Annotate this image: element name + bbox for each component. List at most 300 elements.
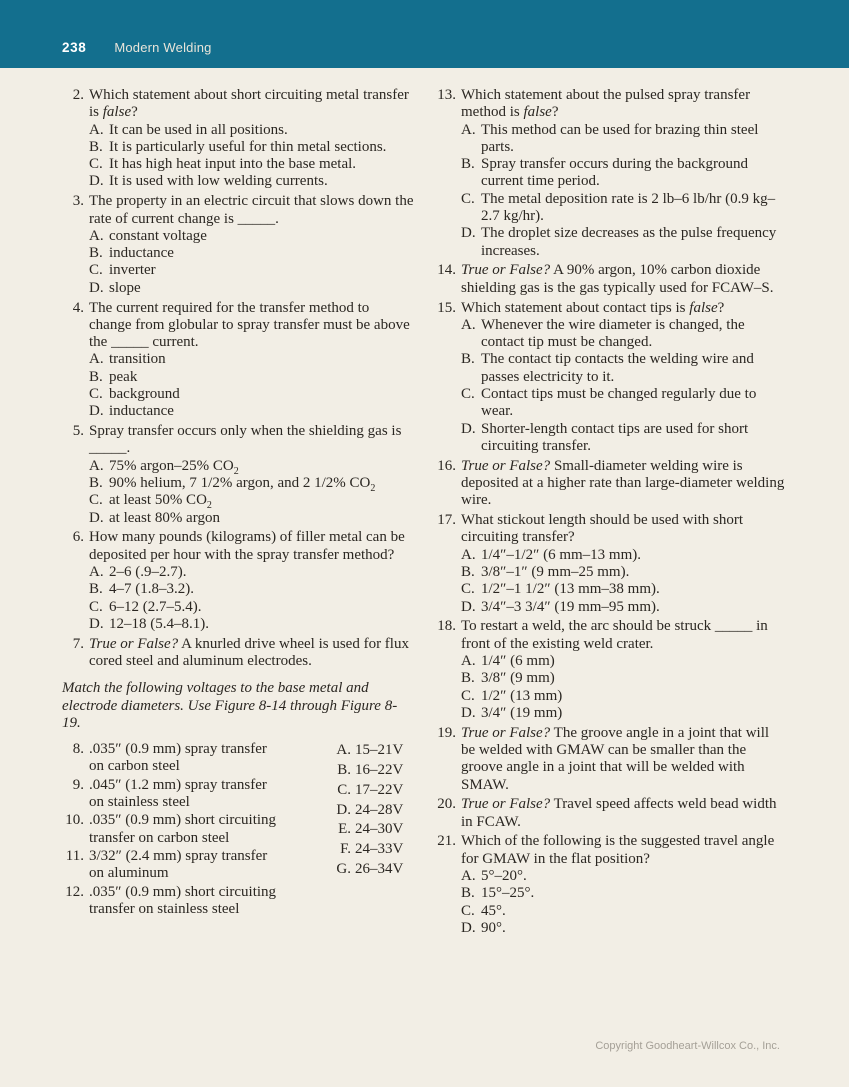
text-run: 90°. [481,919,506,936]
text-run: Which statement about short circuiting metal transfer is [89,87,409,121]
text-run: 1/2″–1 1/2″ (13 mm–38 mm). [481,581,660,598]
question-prompt [461,262,786,297]
question-body [89,636,414,671]
match-item-line: .035″ (0.9 mm) short circuiting [89,883,277,900]
choice-text [481,386,786,421]
choice-label: A. [89,227,104,244]
question-number: 14. [437,262,456,279]
answer-choice [89,616,414,633]
left-column [62,87,414,937]
match-instructions: Match the following voltages to the base metal and electrode diameters. Use Figure 8-14 through Figure 8-19. [62,680,398,731]
text-run: ? [551,104,559,121]
match-option [334,801,414,821]
question-list-right [434,87,786,937]
answer-choice [89,122,414,139]
choice-text [109,122,414,139]
answer-choice [461,705,786,722]
question-item [434,512,786,616]
italic-text: True or False? [461,724,551,741]
question-number: 7. [72,635,84,652]
choice-text [481,225,786,260]
subscript-text: 2 [370,483,376,495]
match-item [62,741,334,776]
question-body [461,512,786,616]
text-run: How many pounds (kilograms) of filler metal can be deposited per hour with the spray transfer method? [89,529,405,563]
text-run: 6–12 (2.7–5.4). [109,598,202,615]
match-option-label: E. [338,821,351,838]
text-run: It is particularly useful for thin metal sections. [109,138,387,155]
answer-choice [89,475,414,495]
question-prompt [461,833,786,868]
text-run: 5°–20°. [481,868,527,885]
choice-label: A. [461,868,476,885]
choice-text [481,670,786,687]
text-run: inductance [109,403,174,420]
question-item [62,193,414,297]
question-prompt [461,618,786,653]
text-run: 1/4″ (6 mm) [481,653,555,669]
match-option-list [334,741,414,880]
text-run: Which statement about contact tips is [461,299,690,316]
answer-choice [461,653,786,670]
choice-text [481,599,786,616]
text-run: Travel speed affects weld bead width in FCAW. [461,796,777,830]
answer-choice [461,156,786,191]
choice-label: C. [461,190,475,207]
text-run: What stickout length should be used with short circuiting transfer? [461,512,744,546]
text-run: 3/4″ (19 mm) [481,704,563,721]
text-run: It can be used in all positions. [109,121,288,138]
question-prompt [461,512,786,547]
match-option-value: 24–28V [355,801,404,818]
match-option [334,820,414,840]
choice-text [109,475,414,495]
text-run: 4–7 (1.8–3.2). [109,581,194,598]
choice-text [481,868,786,885]
choice-label: B. [461,156,475,173]
match-item-body [89,884,334,919]
match-item-body [89,777,334,812]
text-run: Contact tips must be changed regularly due to wear. [481,386,757,420]
answer-choice [89,262,414,279]
answer-choice [461,599,786,616]
question-body [89,529,414,633]
text-run: It has high heat input into the base metal. [109,156,357,173]
choice-label: D. [461,420,476,437]
choice-text [109,492,414,512]
choice-text [481,653,786,670]
answer-choice [89,386,414,403]
question-item [434,796,786,831]
choice-label: D. [89,509,104,526]
choice-text [109,386,414,403]
choice-text [109,139,414,156]
question-number: 5. [72,423,84,440]
choice-text [109,510,414,527]
text-run: 3/4″–3 3/4″ (19 mm–95 mm). [481,598,660,615]
question-prompt [89,636,414,671]
right-column [434,87,786,937]
choice-label: D. [461,598,476,615]
choice-label: C. [89,598,103,615]
question-body [89,300,414,421]
subscript-text: 2 [233,465,239,477]
choice-label: A. [89,351,104,368]
question-item [62,300,414,421]
choice-text [481,920,786,937]
choice-text [481,885,786,902]
choice-text [109,280,414,297]
choice-label: D. [89,615,104,632]
book-title: Modern Welding [114,40,212,55]
choice-label: B. [89,581,103,598]
match-option [334,781,414,801]
match-option-value: 26–34V [355,860,404,877]
text-run: Which of the following is the suggested travel angle for GMAW in the flat position? [461,833,775,867]
choice-text [481,903,786,920]
choice-label: D. [89,403,104,420]
choice-label: C. [89,492,103,509]
choice-text [109,403,414,420]
answer-choice [461,547,786,564]
match-item-line: transfer on carbon steel [89,829,230,846]
choice-label: D. [89,279,104,296]
text-run: To restart a weld, the arc should be struck _____ in front of the existing weld crater. [461,618,768,652]
question-item [434,618,786,722]
answer-choice [89,351,414,368]
choice-text [481,421,786,456]
text-run: 45°. [481,902,506,919]
answer-choice [89,228,414,245]
question-prompt [461,300,786,317]
text-run: The contact tip contacts the welding wire and passes electricity to it. [481,351,754,385]
answer-choice [461,688,786,705]
question-body [461,833,786,937]
choice-label: D. [89,173,104,190]
choice-label: D. [461,704,476,721]
choice-text [109,156,414,173]
page-header [0,0,849,68]
choice-text [109,262,414,279]
match-item-body [89,741,334,776]
text-run: inductance [109,245,174,262]
question-body [461,725,786,794]
answer-choice [461,564,786,581]
italic-text: True or False? [461,262,551,279]
choice-text [109,581,414,598]
text-run: 1/4″–1/2″ (6 mm–13 mm). [481,546,641,563]
match-item-line: on aluminum [89,865,169,882]
question-body [89,87,414,191]
question-prompt [461,87,786,122]
match-item-number: 9. [72,776,84,793]
choice-label: A. [89,121,104,138]
answer-choice [461,351,786,386]
choice-label: C. [89,156,103,173]
match-item [62,848,334,883]
text-run: 75% argon–25% CO [109,457,234,474]
question-body [89,423,414,527]
question-body [461,262,786,297]
copyright-notice: Copyright Goodheart-Willcox Co., Inc. [595,1040,780,1052]
choice-text [481,351,786,386]
text-run: Small-diameter welding wire is deposited at a higher rate than large-diameter welding wire. [461,457,785,509]
answer-choice [89,139,414,156]
question-number: 19. [437,724,456,741]
match-option-value: 24–33V [355,841,404,858]
match-item [62,777,334,812]
choice-text [481,122,786,157]
choice-text [481,688,786,705]
choice-text [109,228,414,245]
choice-label: A. [89,564,104,581]
choice-text [481,191,786,226]
answer-choice [89,403,414,420]
choice-label: A. [461,653,476,669]
question-prompt [461,796,786,831]
text-run: It is used with low welding currents. [109,173,328,190]
italic-text: false [523,104,552,121]
answer-choice [89,458,414,475]
text-run: Whenever the wire diameter is changed, the contact tip must be changed. [481,316,745,351]
page-footer [595,1040,780,1052]
match-item-body [89,812,334,847]
match-item-line: .035″ (0.9 mm) short circuiting [89,812,277,829]
answer-choice [89,156,414,173]
text-run: 2–6 (.9–2.7). [109,564,187,581]
choice-label: A. [461,316,476,333]
question-body [461,618,786,722]
match-item-number: 8. [72,741,84,758]
match-option-value: 24–30V [355,821,404,838]
question-item [434,458,786,510]
match-option [334,741,414,761]
text-run: The current required for the transfer method to change from globular to spray transfer must be above the _____ current. [89,299,410,351]
choice-label: D. [461,225,476,242]
question-number: 20. [437,796,456,813]
question-prompt [89,87,414,122]
question-body [461,87,786,260]
choice-label: C. [461,581,475,598]
text-run: 15°–25°. [481,885,535,902]
page-content [0,68,849,937]
match-section [62,741,414,918]
question-item [434,262,786,297]
text-run: 3/8″–1″ (9 mm–25 mm). [481,564,630,581]
italic-text: True or False? [461,457,551,474]
choice-text [481,564,786,581]
match-item-number: 10. [65,812,84,829]
question-item [62,636,414,671]
text-run: The property in an electric circuit that slows down the rate of current change is _____. [89,193,414,227]
question-item [434,725,786,794]
question-number: 15. [437,299,456,316]
choice-text [481,581,786,598]
text-run: A 90% argon, 10% carbon dioxide shielding gas is the gas typically used for FCAW–S. [461,262,774,296]
choice-label: C. [89,262,103,279]
choice-text [109,616,414,633]
answer-choice [89,173,414,190]
question-number: 16. [437,457,456,474]
question-item [62,423,414,527]
text-run: A knurled drive wheel is used for flux cored steel and aluminum electrodes. [89,635,409,669]
question-number: 18. [437,618,456,635]
text-run: Spray transfer occurs during the background current time period. [481,156,748,190]
question-item [434,87,786,260]
choice-label: C. [461,687,475,704]
choice-label: B. [461,885,475,902]
question-prompt [89,193,414,228]
subscript-text: 2 [206,500,212,512]
question-number: 2. [72,87,84,103]
answer-choice [89,280,414,297]
text-run: slope [109,279,141,296]
answer-choice [89,510,414,527]
match-item-list [62,741,334,918]
text-run: at least 80% argon [109,509,220,526]
match-option [334,840,414,860]
question-prompt [461,725,786,794]
text-run: transition [109,351,166,368]
choice-label: C. [461,902,475,919]
question-body [461,796,786,831]
choice-label: B. [89,245,103,262]
text-run: The groove angle in a joint that will be welded with GMAW can be smaller than the groove angle in a joint that will be welded with SMAW. [461,724,770,793]
match-option-label: G. [336,860,351,877]
question-prompt [89,423,414,458]
text-run: 12–18 (5.4–8.1). [109,615,209,632]
answer-choice [461,191,786,226]
text-run: Spray transfer occurs only when the shielding gas is _____. [89,423,402,457]
answer-choice [461,317,786,352]
choice-text [109,564,414,581]
answer-choice [461,122,786,157]
text-run: 3/8″ (9 mm) [481,670,555,687]
answer-choice [89,245,414,262]
choice-text [481,705,786,722]
answer-choice [461,885,786,902]
question-item [434,300,786,456]
choice-text [481,547,786,564]
text-run: 90% helium, 7 1/2% argon, and 2 1/2% CO [109,475,371,492]
answer-choice [461,421,786,456]
text-run: Shorter-length contact tips are used for short circuiting transfer. [481,420,749,454]
text-run: at least 50% CO [109,492,207,509]
question-item [434,833,786,937]
choice-text [109,599,414,616]
question-prompt [89,529,414,564]
choice-label: B. [461,670,475,687]
text-run: background [109,386,180,403]
italic-text: True or False? [461,796,551,813]
match-option-value: 17–22V [355,781,404,798]
choice-label: B. [461,351,475,368]
choice-label: A. [461,121,476,138]
answer-choice [89,492,414,512]
match-item-line: transfer on stainless steel [89,900,240,917]
question-item [62,87,414,191]
answer-choice [89,564,414,581]
match-item-line: .035″ (0.9 mm) spray transfer [89,741,267,758]
match-item-line: 3/32″ (2.4 mm) spray transfer [89,847,268,864]
match-option [334,761,414,781]
answer-choice [461,386,786,421]
question-number: 13. [437,87,456,103]
match-option-label: B. [337,761,351,778]
match-option-label: D. [336,801,351,818]
question-number: 21. [437,833,456,850]
question-list-left [62,87,414,670]
match-option-value: 16–22V [355,761,404,778]
match-item [62,884,334,919]
choice-text [109,369,414,386]
text-run: ? [717,299,725,316]
italic-text: True or False? [89,635,179,652]
choice-text [109,245,414,262]
answer-choice [461,920,786,937]
question-number: 4. [72,299,84,316]
text-run: The metal deposition rate is 2 lb–6 lb/hr (0.9 kg–2.7 kg/hr). [481,190,776,225]
match-option-label: A. [336,742,351,759]
text-run: constant voltage [109,227,207,244]
choice-label: B. [89,138,103,155]
text-run: The droplet size decreases as the pulse frequency increases. [481,225,777,259]
question-prompt [89,300,414,352]
choice-text [109,173,414,190]
match-item-number: 11. [65,847,84,864]
text-run: inverter [109,262,156,279]
match-option-label: C. [337,781,351,798]
match-item [62,812,334,847]
choice-text [109,458,414,475]
match-item-number: 12. [65,883,84,900]
answer-choice [461,670,786,687]
choice-label: C. [89,386,103,403]
match-item-body [89,848,334,883]
match-item-line: on carbon steel [89,758,180,775]
question-prompt [461,458,786,510]
answer-choice [461,581,786,598]
answer-choice [461,903,786,920]
text-run: 1/2″ (13 mm) [481,687,563,704]
question-number: 6. [72,529,84,546]
choice-text [481,317,786,352]
choice-label: B. [461,564,475,581]
text-run: ? [131,104,138,121]
choice-label: C. [461,386,475,403]
page-number: 238 [62,40,87,55]
question-number: 17. [437,512,456,529]
question-number: 3. [72,193,84,210]
choice-label: D. [461,919,476,936]
answer-choice [461,225,786,260]
answer-choice [89,599,414,616]
match-item-line: on stainless steel [89,794,190,811]
italic-text: false [689,299,718,316]
question-item [62,529,414,633]
match-option-value: 15–21V [355,742,404,759]
answer-choice [89,369,414,386]
choice-label: A. [461,546,476,563]
match-option-label: F. [340,841,351,858]
question-body [461,458,786,510]
text-run: This method can be used for brazing thin steel parts. [481,121,759,155]
choice-label: B. [89,368,103,385]
answer-choice [461,868,786,885]
choice-label: B. [89,475,103,492]
italic-text: false [102,104,132,121]
question-body [461,300,786,456]
